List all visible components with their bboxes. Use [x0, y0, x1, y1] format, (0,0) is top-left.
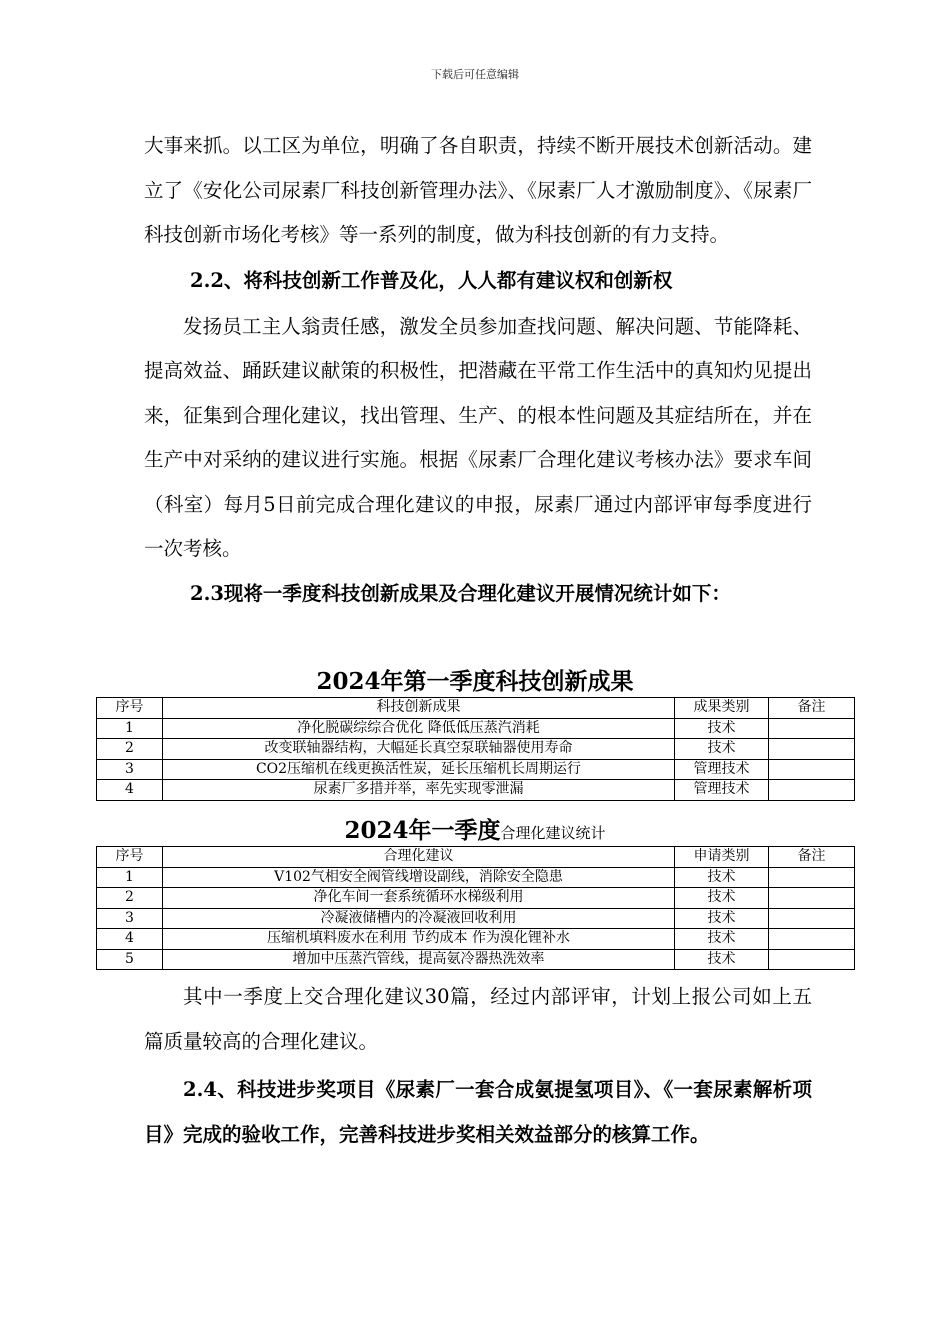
row-item: 改变联轴器结构，大幅延长真空泵联轴器使用寿命: [163, 739, 675, 760]
row-item: 冷凝液储槽内的冷凝液回收利用: [163, 908, 675, 929]
paragraph-suggestions: 发扬员工主人翁责任感，激发全员参加查找问题、解决问题、节能降耗、提高效益、踊跃建议献策的积极性，把潜藏在平常工作生活中的真知灼见提出来，征集到合理化建议，找出管理、生产、的根本性问题及其症结所在，并在生产中对采纳的建议进行实施。根据《尿素厂合理化建议考核办法》要求车间（科室）每月5日前完成合理化建议的申报，尿素厂通过内部评审每季度进行一次考核。: [144, 314, 812, 560]
table-row: [97, 908, 855, 929]
row-note: [769, 759, 855, 780]
row-type: 技术: [675, 888, 769, 909]
row-number: 4: [97, 929, 163, 950]
row-number: 2: [97, 739, 163, 760]
row-item: 增加中压蒸汽管线，提高氨冷器热洗效率: [163, 949, 675, 970]
table2-title-main: 2024年一季度: [344, 817, 501, 844]
heading-2-2: 2.2、将科技创新工作普及化，人人都有建议权和创新权: [190, 268, 673, 292]
intro-section: [144, 124, 812, 616]
paragraph-summary: 其中一季度上交合理化建议30篇，经过内部评审，计划上报公司如上五篇质量较高的合理化建议。: [144, 985, 812, 1053]
row-type: 管理技术: [675, 780, 769, 801]
row-note: [769, 908, 855, 929]
row-type: 技术: [675, 718, 769, 739]
row-note: [769, 739, 855, 760]
table-row: [97, 739, 855, 760]
table-row: [97, 888, 855, 909]
row-item: 尿素厂多措并举，率先实现零泄漏: [163, 780, 675, 801]
row-number: 3: [97, 908, 163, 929]
table-header-row: [97, 847, 855, 868]
header-cell: 合理化建议: [163, 847, 675, 868]
closing-section: [144, 975, 812, 1157]
row-item: 压缩机填料废水在利用 节约成本 作为溴化锂补水: [163, 929, 675, 950]
row-number: 3: [97, 759, 163, 780]
row-type: 管理技术: [675, 759, 769, 780]
row-note: [769, 867, 855, 888]
row-type: 技术: [675, 739, 769, 760]
row-number: 2: [97, 888, 163, 909]
row-type: 技术: [675, 867, 769, 888]
header-cell: 序号: [97, 847, 163, 868]
row-number: 1: [97, 718, 163, 739]
table-row: [97, 929, 855, 950]
header-cell: 科技创新成果: [163, 698, 675, 719]
table-row: [97, 780, 855, 801]
row-type: 技术: [675, 908, 769, 929]
table1-title: 2024年第一季度科技创新成果: [316, 668, 634, 695]
row-note: [769, 949, 855, 970]
row-note: [769, 718, 855, 739]
row-number: 4: [97, 780, 163, 801]
suggestions-table: [96, 846, 855, 970]
row-note: [769, 780, 855, 801]
header-note: 下载后可任意编辑: [431, 68, 519, 81]
paragraph-intro: 大事来抓。以工区为单位，明确了各自职责，持续不断开展技术创新活动。建立了《安化公司尿素厂科技创新管理办法》、《尿素厂人才激励制度》、《尿素厂科技创新市场化考核》等一系列的制度，做为科技创新的有力支持。: [144, 134, 812, 246]
row-note: [769, 888, 855, 909]
table2-title: [0, 812, 950, 845]
table-row: [97, 867, 855, 888]
row-number: 5: [97, 949, 163, 970]
table-header-row: [97, 698, 855, 719]
header-cell: 成果类别: [675, 698, 769, 719]
row-item: V102气相安全阀管线增设副线，消除安全隐患: [163, 867, 675, 888]
table-row: [97, 759, 855, 780]
row-item: CO2压缩机在线更换活性炭，延长压缩机长周期运行: [163, 759, 675, 780]
table-row: [97, 949, 855, 970]
row-note: [769, 929, 855, 950]
table-row: [97, 718, 855, 739]
row-type: 技术: [675, 929, 769, 950]
row-item: 净化车间一套系统循环水梯级利用: [163, 888, 675, 909]
header-cell: 备注: [769, 698, 855, 719]
heading-2-3: 2.3现将一季度科技创新成果及合理化建议开展情况统计如下：: [190, 581, 731, 605]
header-cell: 备注: [769, 847, 855, 868]
row-type: 技术: [675, 949, 769, 970]
innovation-results-table: [96, 697, 855, 801]
paragraph-2-4: 2.4、科技进步奖项目《尿素厂一套合成氨提氢项目》、《一套尿素解析项目》完成的验收工作，完善科技进步奖相关效益部分的核算工作。: [144, 1078, 812, 1146]
row-number: 1: [97, 867, 163, 888]
table2-title-sub: 合理化建议统计: [500, 824, 606, 842]
header-cell: 申请类别: [675, 847, 769, 868]
header-cell: 序号: [97, 698, 163, 719]
row-item: 净化脱碳综综合优化 降低低压蒸汽消耗: [163, 718, 675, 739]
